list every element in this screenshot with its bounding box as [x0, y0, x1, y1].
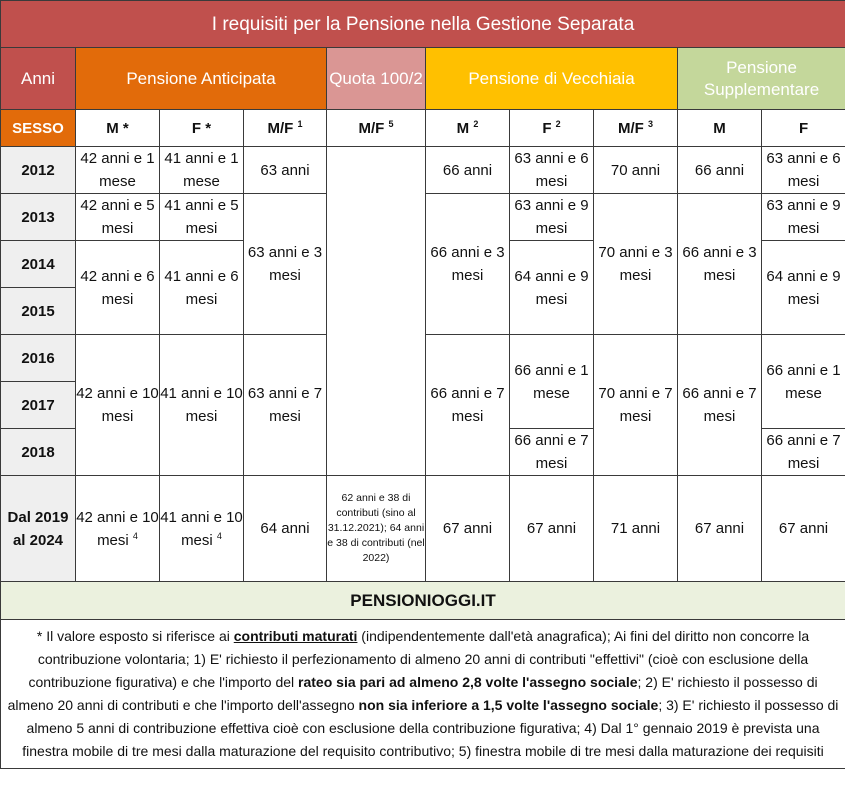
subheader-sup-f: F: [762, 110, 845, 147]
cell-2013-2015-sup-m: 66 anni e 3 mesi: [678, 194, 762, 335]
footnote-ref: 2: [473, 118, 479, 129]
year-2012: 2012: [1, 147, 76, 194]
cell-2012-sup-m: 66 anni: [678, 147, 762, 194]
cell-2012-sup-f: 63 anni e 6 mesi: [762, 147, 845, 194]
cell-2019-vec-f: 67 anni: [510, 476, 594, 582]
cell-2012-ant-m: 42 anni e 1 mese: [76, 147, 160, 194]
cell-2019-quota: 62 anni e 38 di contributi (sino al 31.12.2021); 64 anni e 38 di contributi (nel 2022): [327, 476, 426, 582]
cell-2016-2018-sup-m: 66 anni e 7 mesi: [678, 335, 762, 476]
cell-2016-2017-vec-f: 66 anni e 1 mese: [510, 335, 594, 429]
header-pensione-anticipata: Pensione Anticipata: [76, 48, 327, 110]
cell-2019-ant-mf: 64 anni: [244, 476, 327, 582]
cell-2013-ant-m: 42 anni e 5 mesi: [76, 194, 160, 241]
footnotes: * Il valore esposto si riferisce ai contributi maturati (indipendentemente dall'età anagrafica); Ai fini del diritto non concorre la contribuzione volontaria; 1) E' richiesto il perfezionamento di almeno 20 anni di contributi "effettivi" (cioè con esclusione della contribuzione figurativa) e che l'importo del rateo sia pari ad almeno 2,8 volte l'assegno sociale; 2) E' richiesto il possesso di almeno 20 anni di contributi e che l'importo dell'assegno non sia inferiore a 1,5 volte l'assegno sociale; 3) E' richiesto il possesso di almeno 5 anni di contribuzione effettiva cioè con esclusione della contribuzione figurativa; 4) Dal 1° gennaio 2019 è prevista una finestra mobile di tre mesi dalla maturazione del requisito contributivo; 5) finestra mobile di tre mesi dalla maturazione dei requisiti: [1, 620, 845, 769]
cell-2012-ant-f: 41 anni e 1 mese: [160, 147, 244, 194]
cell-2019-ant-m: 42 anni e 10 mesi $^4$: [76, 476, 160, 582]
cell-2012-vec-f: 63 anni e 6 mesi: [510, 147, 594, 194]
subheader-ant-f: F *: [160, 110, 244, 147]
cell-2012-vec-m: 66 anni: [426, 147, 510, 194]
cell-2012-vec-mf: 70 anni: [594, 147, 678, 194]
footnote-ref: 4: [132, 530, 138, 541]
footnote-ref: 4: [216, 530, 222, 541]
brand-footer: PENSIONIOGGI.IT: [1, 582, 845, 620]
cell-2014-2015-sup-f: 64 anni e 9 mesi: [762, 241, 845, 335]
header-pensione-supplementare: Pensione Supplementare: [678, 48, 845, 110]
cell-2014-2015-ant-f: 41 anni e 6 mesi: [160, 241, 244, 335]
header-anni: Anni: [1, 48, 76, 110]
subheader-vec-f: F $^2$: [510, 110, 594, 147]
cell-2019-sup-m: 67 anni: [678, 476, 762, 582]
cell-2013-vec-f: 63 anni e 9 mesi: [510, 194, 594, 241]
footnote-bold: rateo sia pari ad almeno 2,8 volte l'assegno sociale: [298, 674, 638, 690]
subheader-sup-m: M: [678, 110, 762, 147]
subheader-quota-mf: M/F $^5$: [327, 110, 426, 147]
cell-2014-2015-vec-f: 64 anni e 9 mesi: [510, 241, 594, 335]
footnote-ref: 1: [297, 118, 303, 129]
cell-2014-2015-ant-m: 42 anni e 6 mesi: [76, 241, 160, 335]
footnote-bold: contributi maturati: [233, 628, 358, 644]
subheader-vec-mf: M/F $^3$: [594, 110, 678, 147]
footnote-ref: 2: [555, 118, 561, 129]
cell-2013-2015-ant-mf: 63 anni e 3 mesi: [244, 194, 327, 335]
year-2015: 2015: [1, 288, 76, 335]
year-2018: 2018: [1, 429, 76, 476]
cell-2016-2018-vec-m: 66 anni e 7 mesi: [426, 335, 510, 476]
cell-2019-vec-m: 67 anni: [426, 476, 510, 582]
year-2013: 2013: [1, 194, 76, 241]
cell-2016-2018-ant-mf: 63 anni e 7 mesi: [244, 335, 327, 476]
cell-2019-vec-mf: 71 anni: [594, 476, 678, 582]
header-sesso: SESSO: [1, 110, 76, 147]
cell-2016-2018-vec-mf: 70 anni e 7 mesi: [594, 335, 678, 476]
subheader-ant-m: M *: [76, 110, 160, 147]
cell-quota-empty: [327, 147, 426, 476]
table-title: I requisiti per la Pensione nella Gestione Separata: [1, 1, 845, 48]
year-2017: 2017: [1, 382, 76, 429]
cell-2013-ant-f: 41 anni e 5 mesi: [160, 194, 244, 241]
cell-2012-ant-mf: 63 anni: [244, 147, 327, 194]
year-2014: 2014: [1, 241, 76, 288]
header-quota-100: Quota 100/2: [327, 48, 426, 110]
cell-2016-2017-sup-f: 66 anni e 1 mese: [762, 335, 845, 429]
cell-2016-2018-ant-m: 42 anni e 10 mesi: [76, 335, 160, 476]
subheader-ant-mf: M/F $^1$: [244, 110, 327, 147]
cell-2019-ant-f: 41 anni e 10 mesi $^4$: [160, 476, 244, 582]
cell-2018-vec-f: 66 anni e 7 mesi: [510, 429, 594, 476]
cell-2016-2018-ant-f: 41 anni e 10 mesi: [160, 335, 244, 476]
cell-2013-2015-vec-mf: 70 anni e 3 mesi: [594, 194, 678, 335]
cell-2013-2015-vec-m: 66 anni e 3 mesi: [426, 194, 510, 335]
subheader-vec-m: M $^2$: [426, 110, 510, 147]
cell-2018-sup-f: 66 anni e 7 mesi: [762, 429, 845, 476]
cell-2013-sup-f: 63 anni e 9 mesi: [762, 194, 845, 241]
footnote-ref: 5: [388, 118, 394, 129]
header-pensione-vecchiaia: Pensione di Vecchiaia: [426, 48, 678, 110]
footnote-bold: non sia inferiore a 1,5 volte l'assegno sociale: [358, 697, 659, 713]
year-2019-2024: Dal 2019 al 2024: [1, 476, 76, 582]
footnote-ref: 3: [647, 118, 653, 129]
year-2016: 2016: [1, 335, 76, 382]
cell-2019-sup-f: 67 anni: [762, 476, 845, 582]
